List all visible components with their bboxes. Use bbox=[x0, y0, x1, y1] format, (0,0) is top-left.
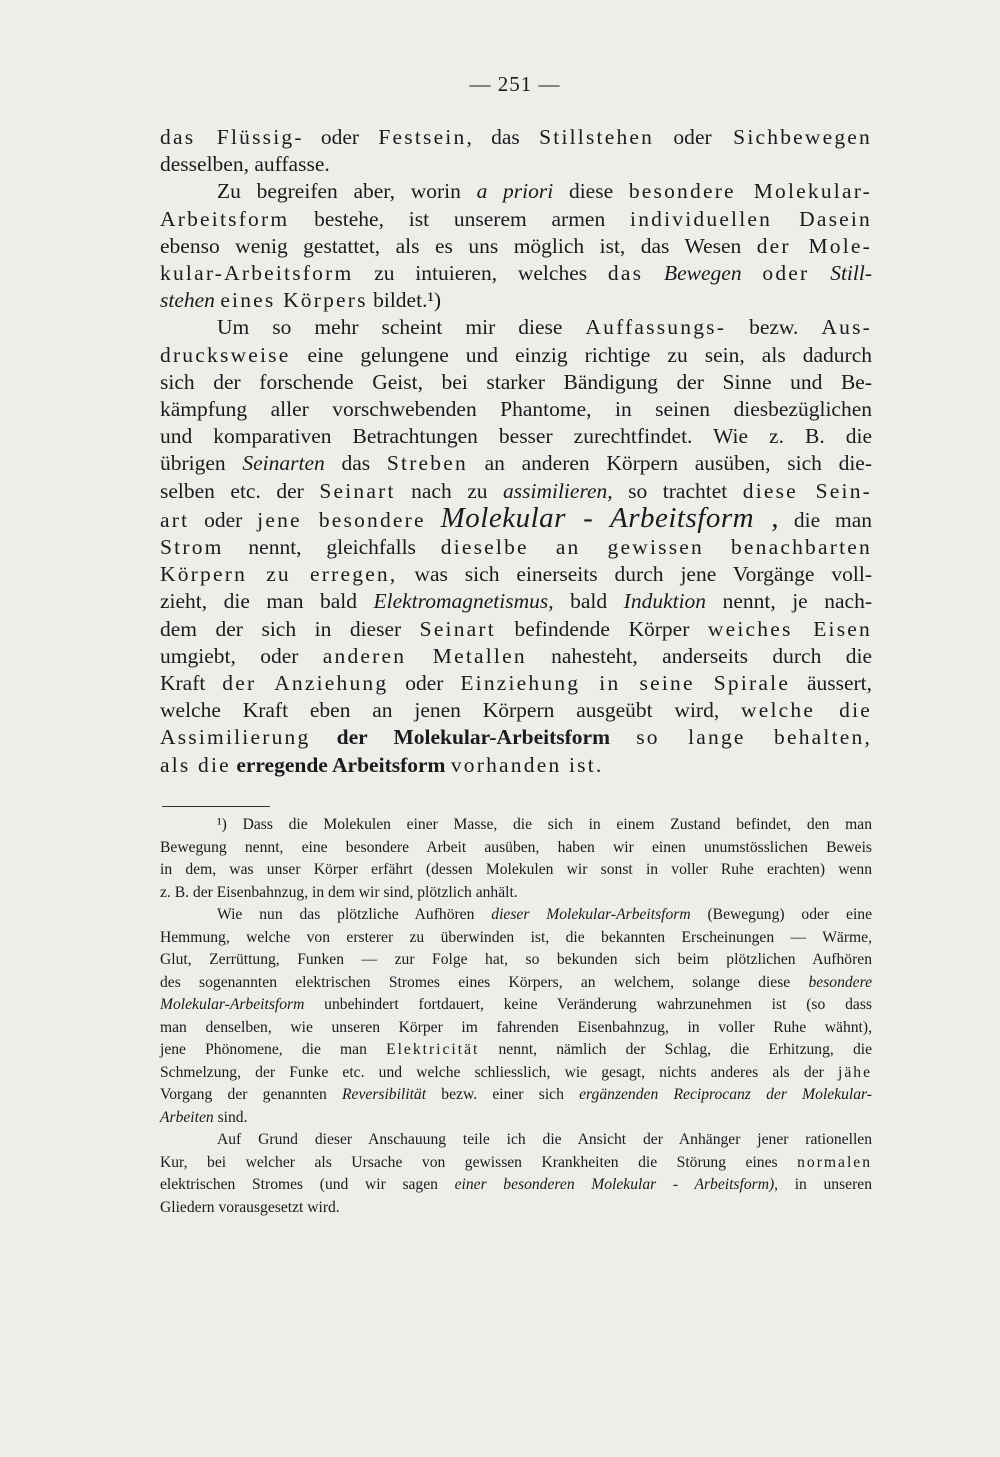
text-line: Assimilierung der Molekular-Arbeitsform so lange behalten, bbox=[160, 725, 873, 750]
text-line: art oder jene besondere Molekular - Arbeitsform , die man bbox=[160, 501, 872, 534]
footnote-line: Kur, bei welcher als Ursache von gewissen Krankheiten die Störung eines normalen bbox=[160, 1153, 872, 1171]
footnote-line: Schmelzung, der Funke etc. und welche schliesslich, wie gesagt, nichts anderes als der jähe bbox=[160, 1063, 872, 1081]
text-line: selben etc. der Seinart nach zu assimilieren, so trachtet diese Sein- bbox=[160, 478, 873, 503]
footnote-line: Wie nun das plötzliche Aufhören dieser Molekular-Arbeitsform (Bewegung) oder eine bbox=[217, 906, 872, 923]
text-line: dem der sich in dieser Seinart befindende Körper weiches Eisen bbox=[160, 616, 872, 641]
footnote-line: Hemmung, welche von ersterer zu überwinden ist, die bekannten Erscheinungen — Wärme, bbox=[160, 928, 872, 946]
text-line: Kraft der Anziehung oder Einziehung in seine Spirale äussert, bbox=[160, 671, 873, 696]
text-line: welche Kraft eben an jenen Körpern ausgeübt wird, welche die bbox=[160, 698, 872, 723]
footnote-line: Bewegung nennt, eine besondere Arbeit ausüben, haben wir einen unumstösslichen Beweis bbox=[160, 838, 872, 856]
footnote-line: des sogenannten elektrischen Stromes eines Körpers, an welchem, solange diese besondere bbox=[160, 973, 872, 991]
footnote-line: Arbeiten sind. bbox=[160, 1108, 248, 1126]
footnote-rule bbox=[162, 806, 270, 807]
text-line: Um so mehr scheint mir diese Auffassungs- bezw. Aus- bbox=[217, 315, 873, 340]
text-line: sich der forschende Geist, bei starker Bändigung der Sinne und Be- bbox=[160, 369, 872, 394]
text-line: Körpern zu erregen, was sich einerseits durch jene Vorgänge voll- bbox=[160, 562, 872, 587]
footnote-line: jene Phönomene, die man Elektricität nennt, nämlich der Schlag, die Erhitzung, die bbox=[160, 1041, 872, 1058]
text-line: drucksweise eine gelungene und einzig richtige zu sein, als dadurch bbox=[160, 342, 872, 367]
text-line: Strom nennt, gleichfalls dieselbe an gewissen benachbarten bbox=[160, 535, 872, 560]
text-line: desselben, auffasse. bbox=[160, 152, 330, 177]
text-line: ebenso wenig gestattet, als es uns möglich ist, das Wesen der Mole- bbox=[160, 233, 872, 258]
footnote-line: Molekular-Arbeitsform unbehindert fortdauert, keine Veränderung wahrzunehmen ist (so dass bbox=[160, 996, 872, 1013]
text-line: Zu begreifen aber, worin a priori diese besondere Molekular- bbox=[217, 179, 872, 204]
footnote-line: Glut, Zerrüttung, Funken — zur Folge hat, so bekunden sich beim plötzlichen Aufhören bbox=[160, 951, 872, 968]
text-line: kämpfung aller vorschwebenden Phantome, in seinen diesbezüglichen bbox=[160, 397, 872, 422]
footnote-line: ¹) Dass die Molekulen einer Masse, die sich in einem Zustand befindet, den man bbox=[217, 816, 872, 833]
text-line: übrigen Seinarten das Streben an anderen Körpern ausüben, sich die- bbox=[160, 451, 872, 476]
text-line: umgiebt, oder anderen Metallen nahesteht, anderseits durch die bbox=[160, 643, 872, 668]
text-line: Arbeitsform bestehe, ist unserem armen individuellen Dasein bbox=[160, 206, 873, 231]
footnote-line: in dem, was unser Körper erfährt (dessen Molekulen wir sonst in voller Ruhe erachten) wenn bbox=[160, 861, 872, 878]
main-text bbox=[160, 124, 872, 779]
footnote-line: Auf Grund dieser Anschauung teile ich die Ansicht der Anhänger jener rationellen bbox=[217, 1131, 872, 1148]
footnote-line: elektrischen Stromes (und wir sagen einer besonderen Molekular - Arbeitsform), in unseren bbox=[160, 1176, 872, 1193]
text-line: als die erregende Arbeitsform vorhanden ist. bbox=[160, 752, 604, 777]
page-number: — 251 — bbox=[469, 72, 561, 96]
footnote-line: man denselben, wie unseren Körper im fahrenden Eisenbahnzug, in voller Ruhe wähnt), bbox=[160, 1018, 872, 1036]
footnote-line: Vorgang der genannten Reversibilität bezw. einer sich ergänzenden Reciprocanz der Molekular- bbox=[160, 1086, 872, 1103]
footnote-line: z. B. der Eisenbahnzug, in dem wir sind, plötzlich anhält. bbox=[160, 883, 518, 901]
text-line: und komparativen Betrachtungen besser zurechtfindet. Wie z. B. die bbox=[160, 424, 872, 449]
text-line: zieht, die man bald Elektromagnetismus, bald Induktion nennt, je nach- bbox=[160, 589, 872, 614]
text-line: kular-Arbeitsform zu intuieren, welches das Bewegen oder Still- bbox=[160, 261, 872, 286]
text-line: das Flüssig- oder Festsein, das Stillstehen oder Sichbewegen bbox=[160, 125, 872, 149]
footnotes bbox=[160, 814, 872, 1219]
footnote-line: Gliedern vorausgesetzt wird. bbox=[160, 1198, 340, 1216]
text-line: stehen eines Körpers bildet.¹) bbox=[160, 288, 442, 313]
